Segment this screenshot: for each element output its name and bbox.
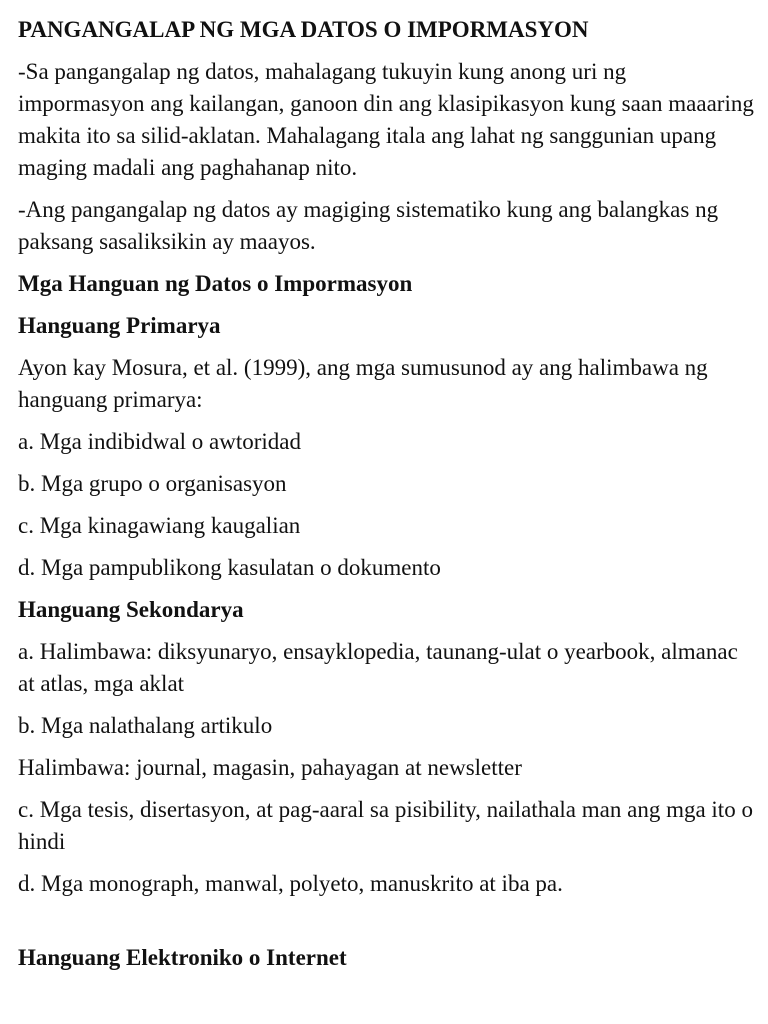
primary-lead: Ayon kay Mosura, et al. (1999), ang mga sumusunod ay ang halimbawa ng hanguang primarya: xyxy=(18,355,708,412)
secondary-item: c. Mga tesis, disertasyon, at pag-aaral sa pisibility, nailathala man ang mga ito o hindi xyxy=(18,797,753,854)
document-body xyxy=(18,14,754,984)
secondary-item: d. Mga monograph, manwal, polyeto, manuskrito at iba pa. xyxy=(18,871,563,896)
secondary-item: Halimbawa: journal, magasin, pahayagan at newsletter xyxy=(18,755,522,780)
secondary-item: a. Halimbawa: diksyunaryo, ensayklopedia, taunang-ulat o yearbook, almanac at atlas, mga aklat xyxy=(18,639,738,696)
primary-item: b. Mga grupo o organisasyon xyxy=(18,471,287,496)
secondary-heading: Hanguang Sekondarya xyxy=(18,597,244,622)
intro-paragraph-2: -Ang pangangalap ng datos ay magiging sistematiko kung ang balangkas ng paksang sasaliksikin ay maayos. xyxy=(18,197,719,254)
sources-heading: Mga Hanguan ng Datos o Impormasyon xyxy=(18,271,413,296)
primary-item: a. Mga indibidwal o awtoridad xyxy=(18,429,301,454)
primary-item: d. Mga pampublikong kasulatan o dokumento xyxy=(18,555,441,580)
section-spacer xyxy=(18,910,754,942)
primary-item: c. Mga kinagawiang kaugalian xyxy=(18,513,301,538)
primary-heading: Hanguang Primarya xyxy=(18,313,221,338)
electronic-heading: Hanguang Elektroniko o Internet xyxy=(18,945,347,970)
document-title: PANGANGALAP NG MGA DATOS O IMPORMASYON xyxy=(18,17,589,42)
secondary-item: b. Mga nalathalang artikulo xyxy=(18,713,273,738)
intro-paragraph-1: -Sa pangangalap ng datos, mahalagang tukuyin kung anong uri ng impormasyon ang kailangan, ganoon din ang klasipikasyon kung saan maaaring makita ito sa silid-aklatan. Mahalagang itala ang lahat ng sanggunian upang maging madali ang paghahanap nito. xyxy=(18,59,754,180)
